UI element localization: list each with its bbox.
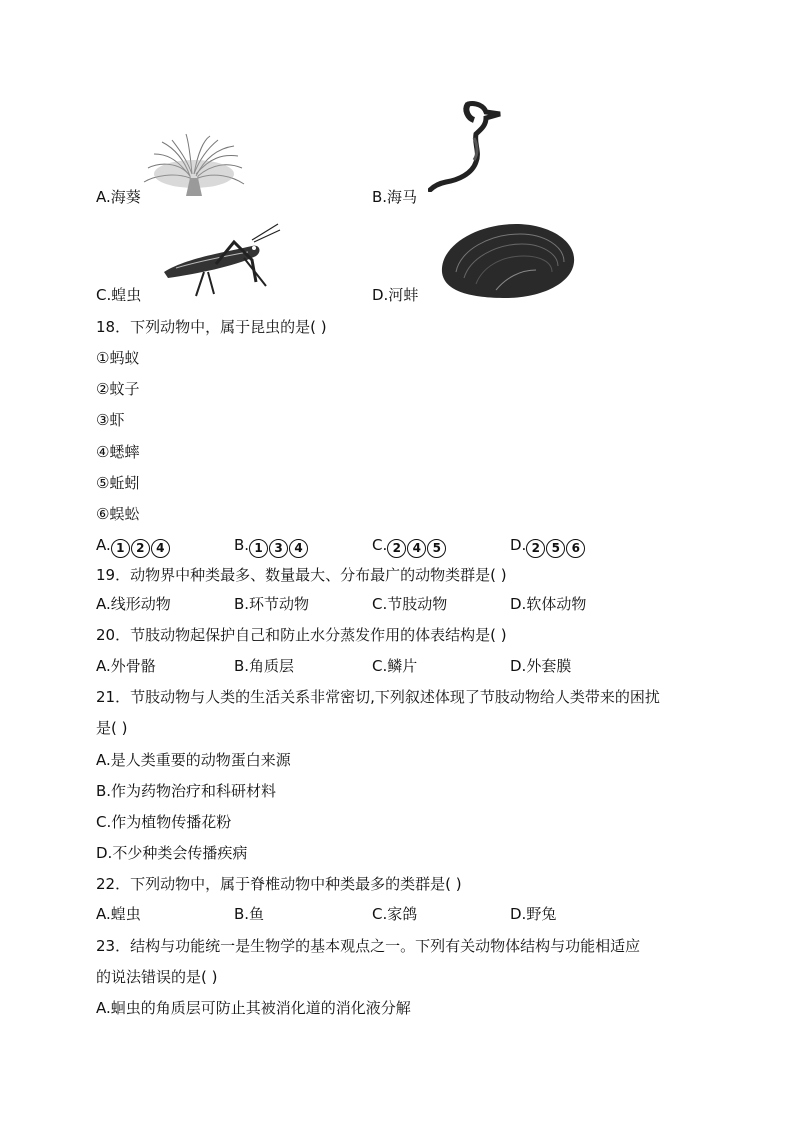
- mussel-icon: [436, 218, 578, 302]
- circled-number: 3: [269, 539, 288, 558]
- q18-item: ①蚂蚁: [96, 349, 140, 367]
- circled-number: 6: [566, 539, 585, 558]
- q22-stem: 22．下列动物中，属于脊椎动物中种类最多的类群是( ): [96, 875, 462, 893]
- circled-number: 2: [387, 539, 406, 558]
- option-d-mussel: D.河蚌: [372, 286, 419, 304]
- q21-option-d[interactable]: D.不少种类会传播疾病: [96, 844, 248, 862]
- q18-option-c[interactable]: [372, 534, 447, 558]
- sea-anemone-icon: [140, 132, 246, 200]
- q19-option-d[interactable]: D.软体动物: [510, 595, 587, 613]
- q21-option-a[interactable]: A.是人类重要的动物蛋白来源: [96, 751, 291, 769]
- option-prefix: A.: [96, 536, 111, 554]
- option-prefix: C.: [372, 536, 388, 554]
- circled-number: 5: [546, 539, 565, 558]
- q22-option-b[interactable]: B.鱼: [234, 905, 265, 923]
- circled-number: 2: [526, 539, 545, 558]
- q23-stem-line1: 23．结构与功能统一是生物学的基本观点之一。下列有关动物体结构与功能相适应: [96, 937, 641, 955]
- circled-number: 2: [131, 539, 150, 558]
- option-b-seahorse: B.海马: [372, 188, 418, 206]
- q19-option-a[interactable]: A.线形动物: [96, 595, 171, 613]
- circled-number: 5: [427, 539, 446, 558]
- q18-item: ②蚊子: [96, 380, 140, 398]
- option-c-grasshopper: C.蝗虫: [96, 286, 142, 304]
- q20-option-d[interactable]: D.外套膜: [510, 657, 572, 675]
- q22-option-d[interactable]: D.野兔: [510, 905, 557, 923]
- grasshopper-icon: [156, 222, 282, 298]
- q19-stem: 19．动物界中种类最多、数量最大、分布最广的动物类群是( ): [96, 566, 507, 584]
- circled-number: 4: [289, 539, 308, 558]
- q20-option-b[interactable]: B.角质层: [234, 657, 295, 675]
- q18-item: ⑥蜈蚣: [96, 505, 140, 523]
- q19-option-c[interactable]: C.节肢动物: [372, 595, 448, 613]
- seahorse-icon: [428, 100, 508, 192]
- q18-item: ④蟋蟀: [96, 443, 140, 461]
- q18-item: ③虾: [96, 411, 125, 429]
- q23-option-a[interactable]: A.蛔虫的角质层可防止其被消化道的消化液分解: [96, 999, 411, 1017]
- q19-option-b[interactable]: B.环节动物: [234, 595, 310, 613]
- q18-item: ⑤蚯蚓: [96, 474, 140, 492]
- q20-stem: 20．节肢动物起保护自己和防止水分蒸发作用的体表结构是( ): [96, 626, 507, 644]
- q21-option-b[interactable]: B.作为药物治疗和科研材料: [96, 782, 277, 800]
- circled-number: 4: [407, 539, 426, 558]
- q22-option-c[interactable]: C.家鸽: [372, 905, 418, 923]
- q23-stem-line2: 的说法错误的是( ): [96, 968, 218, 986]
- q18-stem: 18．下列动物中，属于昆虫的是( ): [96, 318, 327, 336]
- q21-option-c[interactable]: C.作为植物传播花粉: [96, 813, 232, 831]
- q20-option-c[interactable]: C.鳞片: [372, 657, 418, 675]
- q21-stem-line1: 21．节肢动物与人类的生活关系非常密切,下列叙述体现了节肢动物给人类带来的困扰: [96, 688, 660, 706]
- option-prefix: D.: [510, 536, 527, 554]
- q18-option-a[interactable]: [96, 534, 171, 558]
- q20-option-a[interactable]: A.外骨骼: [96, 657, 156, 675]
- circled-number: 1: [111, 539, 130, 558]
- option-prefix: B.: [234, 536, 250, 554]
- circled-number: 4: [151, 539, 170, 558]
- q21-stem-line2: 是( ): [96, 719, 128, 737]
- q22-option-a[interactable]: A.蝗虫: [96, 905, 141, 923]
- option-a-sea-anemone: A.海葵: [96, 188, 141, 206]
- circled-number: 1: [249, 539, 268, 558]
- q18-option-b[interactable]: [234, 534, 309, 558]
- q18-option-d[interactable]: [510, 534, 586, 558]
